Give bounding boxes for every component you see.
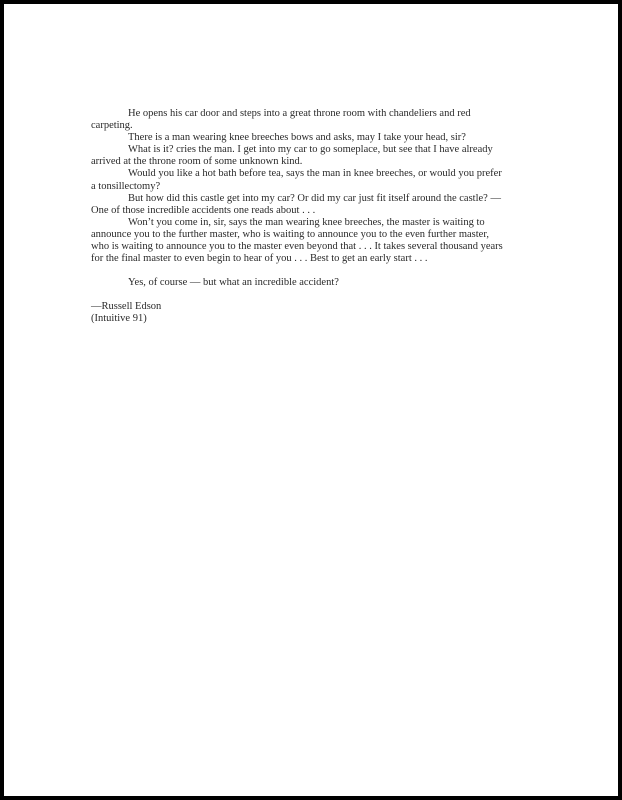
paragraph-2: There is a man wearing knee breeches bows and asks, may I take your head, sir? — [128, 132, 466, 144]
closing-line: Yes, of course — but what an incredible accident? — [128, 277, 339, 289]
source-citation: (Intuitive 91) — [91, 313, 147, 325]
paragraph-4: Would you like a hot bath before tea, says the man in knee breeches, or would you prefer a tonsillectomy? — [91, 168, 502, 192]
author-attribution: —Russell Edson — [91, 301, 162, 313]
paragraph-1: He opens his car door and steps into a great throne room with chandeliers and red carpeting. — [91, 108, 471, 132]
paragraph-3: What is it? cries the man. I get into my car to go someplace, but see that I have already arrived at the throne room of some unknown kind. — [91, 144, 493, 168]
paragraph-6: Won’t you come in, sir, says the man wearing knee breeches, the master is waiting to announce you to the further master, who is waiting to announce you to the even further master, who is waiting to announce you to the master even beyond that . . . It takes several thousand years for the final master to even begin to hear of you . . . Best to get an early start . . . — [91, 216, 503, 265]
paragraph-5: But how did this castle get into my car? Or did my car just fit itself around the castle? — One of those incredible accidents one reads about . . . — [91, 192, 501, 216]
poem-body — [91, 108, 531, 326]
